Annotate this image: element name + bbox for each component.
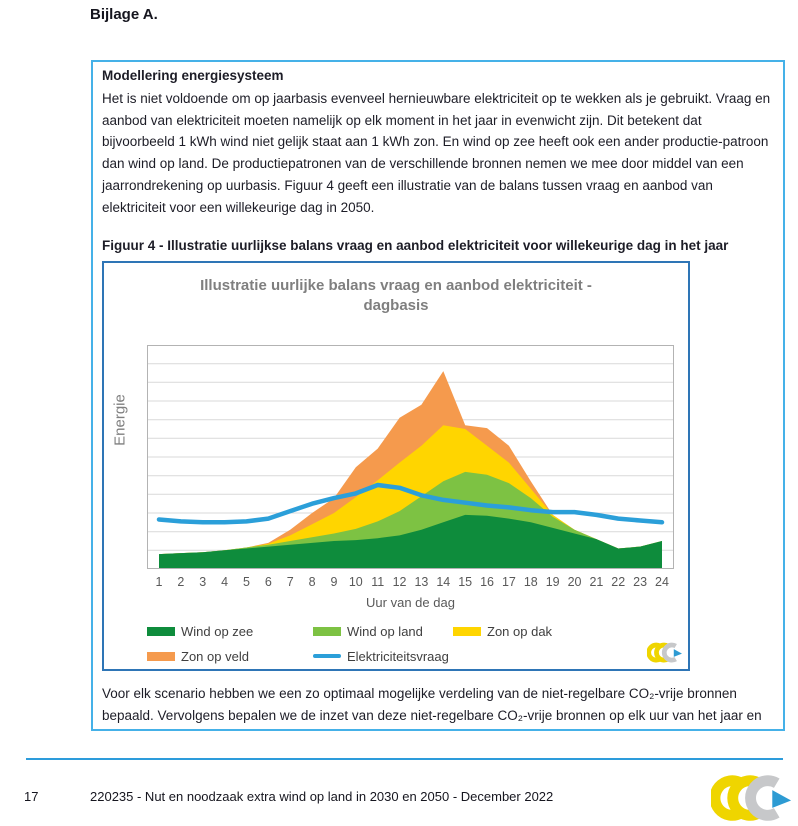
- x-tick-label: 24: [655, 575, 669, 590]
- x-tick-label: 23: [633, 575, 648, 590]
- x-tick-label: 12: [392, 575, 407, 590]
- legend-swatch-zon-op-veld: [147, 652, 175, 661]
- x-tick-label: 15: [458, 575, 473, 590]
- page-number: 17: [24, 789, 39, 804]
- chart-title: Illustratie uurlijke balans vraag en aanbod elektriciteit - dagbasis: [200, 277, 592, 315]
- x-tick-label: 5: [242, 575, 250, 590]
- figure-4-chart: [102, 261, 690, 671]
- ce-delft-logo-icon: [711, 770, 798, 826]
- x-tick-label: 8: [308, 575, 316, 590]
- figure-caption: Figuur 4 - Illustratie uurlijkse balans vraag en aanbod elektriciteit voor willekeurige dag in het jaar: [102, 238, 729, 254]
- legend-item-zon-op-dak: Zon op dak: [453, 623, 552, 639]
- x-tick-label: 18: [523, 575, 538, 590]
- legend-item-wind-op-land: Wind op land: [313, 623, 423, 639]
- box-heading: Modellering energiesysteem: [102, 68, 284, 83]
- x-tick-label: 9: [330, 575, 338, 590]
- x-tick-label: 10: [348, 575, 363, 590]
- legend-swatch-zon-op-dak: [453, 627, 481, 636]
- ce-delft-logo-icon: [647, 640, 685, 666]
- x-tick-label: 2: [177, 575, 185, 590]
- x-tick-label: 13: [414, 575, 429, 590]
- legend-swatch-elektriciteitsvraag: [313, 654, 341, 659]
- info-box: [91, 60, 785, 731]
- x-tick-label: 6: [264, 575, 272, 590]
- x-tick-label: 20: [567, 575, 582, 590]
- closing-paragraph: Voor elk scenario hebben we een zo optimaal mogelijke verdeling van de niet-regelbare CO₂-vrije bronnen bepaald. Vervolgens bepalen we de inzet van deze niet-regelbare CO₂-vrije bronnen op elk uur van het jaar en: [102, 686, 762, 723]
- x-tick-label: 4: [221, 575, 229, 590]
- footer-doc-reference: 220235 - Nut en noodzaak extra wind op land in 2030 en 2050 - December 2022: [90, 789, 554, 804]
- legend-item-elektriciteitsvraag: Elektriciteitsvraag: [313, 648, 449, 664]
- y-axis-label: Energie: [111, 394, 129, 447]
- x-tick-label: 16: [480, 575, 494, 590]
- legend-swatch-wind-op-zee: [147, 627, 175, 636]
- x-axis-label: Uur van de dag: [366, 595, 455, 611]
- x-tick-label: 22: [611, 575, 626, 590]
- intro-paragraph: Het is niet voldoende om op jaarbasis evenveel hernieuwbare elektriciteit op te wekken als je gebruikt. Vraag en aanbod van elektriciteit moeten namelijk op elk moment in het jaar in evenwicht zijn. Dit betekent dat bijvoorbeeld 1 kWh wind niet gelijk staat aan 1 kWh zon. En wind op zee heeft ook een ander productie-patroon dan wind op land. De productiepatronen van de verschillende bronnen nemen we mee door middel van een jaarrondrekening op uurbasis. Figuur 4 geeft een illustratie van de balans tussen vraag en aanbod van elektriciteit voor een willekeurige dag in 2050.: [102, 91, 771, 215]
- stacked-area-chart: [147, 345, 674, 569]
- x-tick-label: 21: [589, 575, 604, 590]
- footer-divider: [26, 758, 783, 760]
- x-tick-label: 1: [155, 575, 163, 590]
- legend-item-wind-op-zee: Wind op zee: [147, 623, 253, 639]
- x-tick-label: 11: [371, 575, 385, 590]
- legend-item-zon-op-veld: Zon op veld: [147, 648, 249, 664]
- x-tick-label: 3: [199, 575, 207, 590]
- x-tick-label: 17: [501, 575, 516, 590]
- page-title: Bijlage A.: [90, 6, 158, 23]
- x-axis-ticks: [147, 575, 674, 591]
- legend-swatch-wind-op-land: [313, 627, 341, 636]
- x-tick-label: 19: [545, 575, 560, 590]
- x-tick-label: 7: [286, 575, 294, 590]
- x-tick-label: 14: [436, 575, 451, 590]
